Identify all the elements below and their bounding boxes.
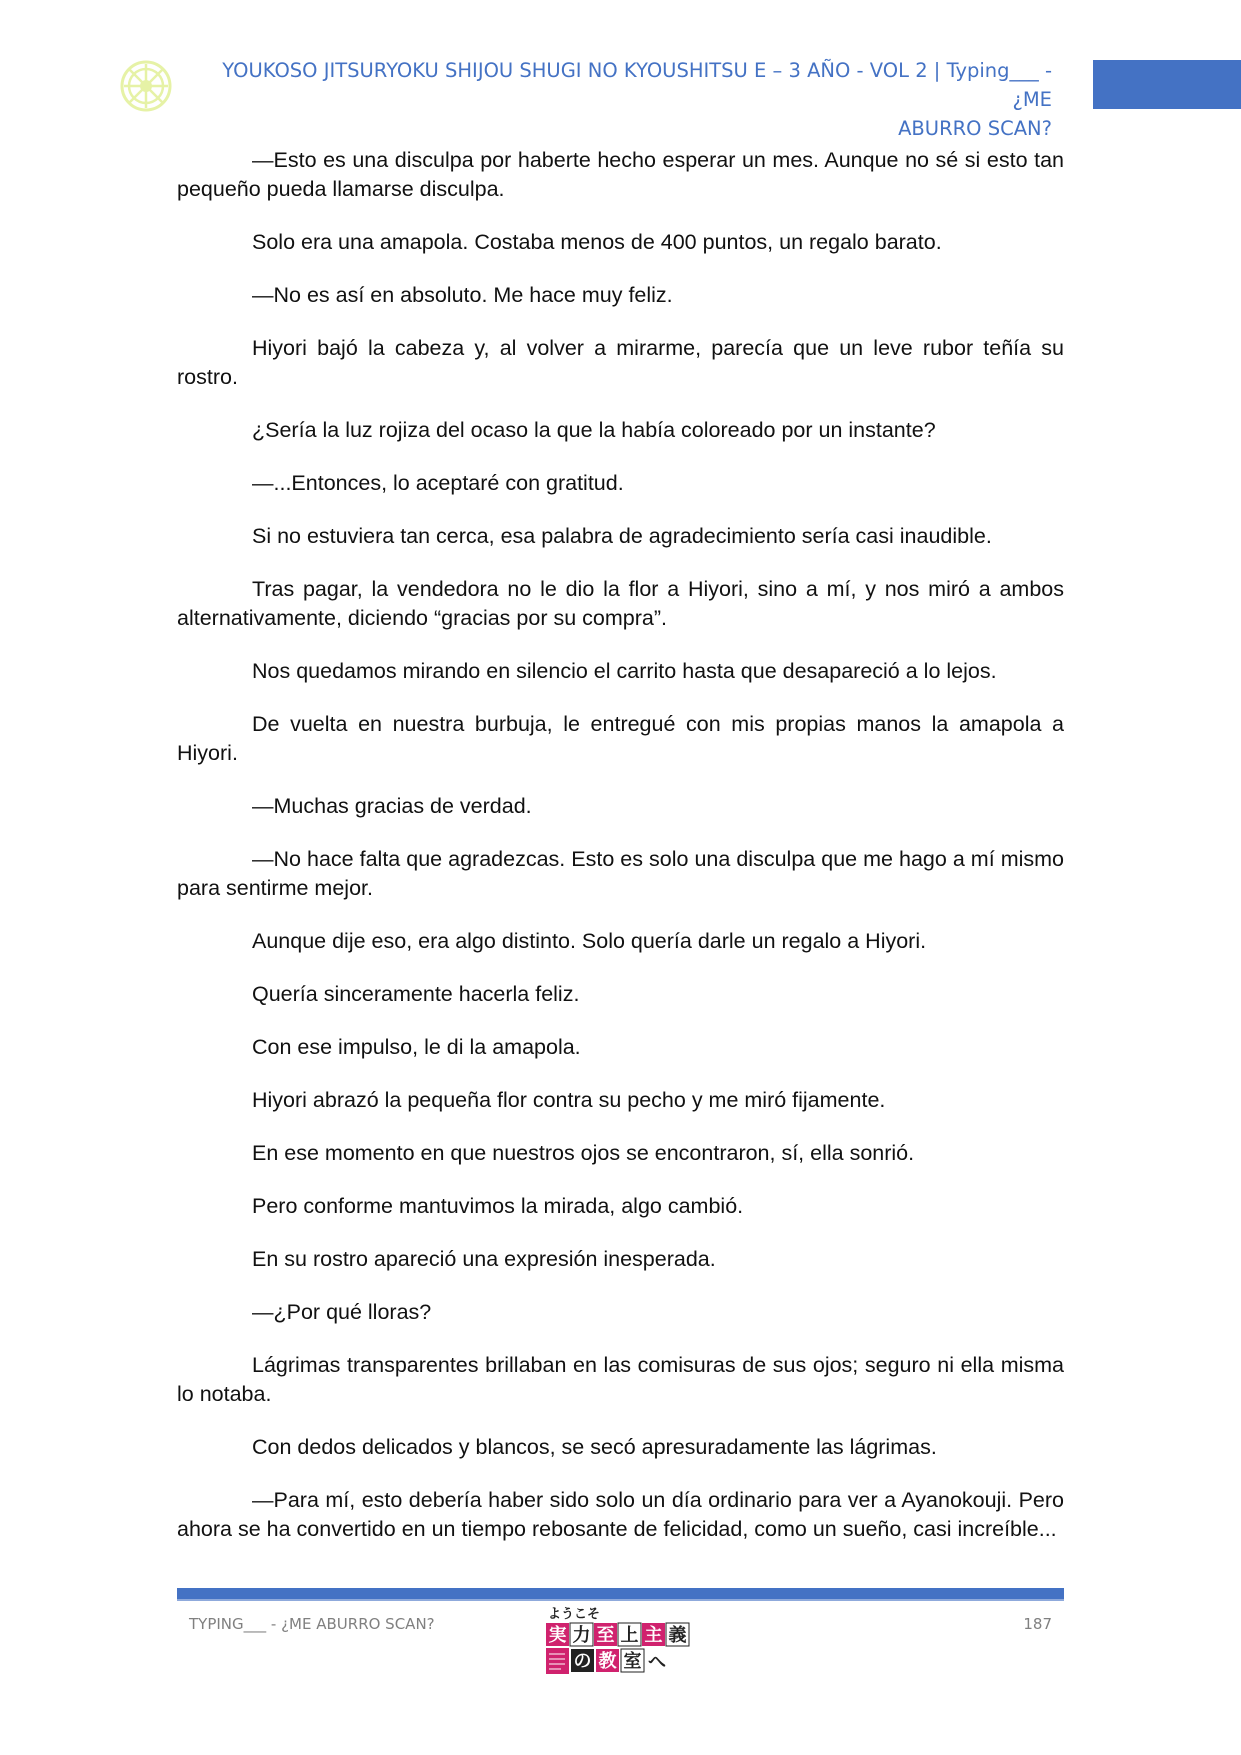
page-number: 187 (1023, 1615, 1052, 1633)
series-title-logo (545, 1604, 695, 1676)
paragraph: —Esto es una disculpa por haberte hecho esperar un mes. Aunque no sé si esto tan pequeño pueda llamarse disculpa. (177, 148, 1064, 201)
paragraph: Pero conforme mantuvimos la mirada, algo cambió. (252, 1194, 744, 1218)
paragraph: Con ese impulso, le di la amapola. (252, 1035, 581, 1059)
paragraph: Solo era una amapola. Costaba menos de 400 puntos, un regalo barato. (252, 230, 942, 254)
header-accent-bar (1093, 60, 1241, 109)
paragraph: Hiyori abrazó la pequeña flor contra su pecho y me miró fijamente. (252, 1088, 886, 1112)
paragraph: Si no estuviera tan cerca, esa palabra de agradecimiento sería casi inaudible. (252, 524, 992, 548)
paragraph: —No hace falta que agradezcas. Esto es solo una disculpa que me hago a mí mismo para sentirme mejor. (177, 847, 1064, 900)
logo-title-char: 主 (644, 1625, 663, 1646)
logo-title-char: 義 (668, 1625, 687, 1646)
running-header-title (190, 56, 1052, 143)
logo-title-char: 力 (572, 1625, 591, 1646)
logo-title-char: 上 (620, 1625, 639, 1646)
running-header-line-1: YOUKOSO JITSURYOKU SHIJOU SHUGI NO KYOUSHITSU E – 3 AÑO - VOL 2 | Typing___ - ¿ME (222, 59, 1052, 111)
paragraph: Nos quedamos mirando en silencio el carrito hasta que desapareció a lo lejos. (252, 659, 997, 683)
logo-youkoso: ようこそ (548, 1607, 601, 1622)
logo-title-char: 実 (548, 1625, 567, 1646)
paragraph: Aunque dije eso, era algo distinto. Solo quería darle un regalo a Hiyori. (252, 929, 927, 953)
logo-no: の (573, 1651, 592, 1672)
page-body (177, 146, 1064, 1568)
paragraph: —Muchas gracias de verdad. (252, 794, 532, 818)
paragraph: Hiyori bajó la cabeza y, al volver a mirarme, parecía que un leve rubor teñía su rostro. (177, 336, 1064, 389)
logo-he: へ (648, 1652, 666, 1673)
paragraph: —Para mí, esto debería haber sido solo un día ordinario para ver a Ayanokouji. Pero ahora se ha convertido en un tiempo rebosante de felicidad, como un sueño, casi increíble... (177, 1488, 1064, 1541)
running-header-line-2: ABURRO SCAN? (898, 117, 1052, 140)
paragraph: Quería sinceramente hacerla feliz. (252, 982, 580, 1006)
paragraph: Tras pagar, la vendedora no le dio la flor a Hiyori, sino a mí, y nos miró a ambos alternativamente, diciendo “gracias por su compra”. (177, 577, 1064, 630)
crest-emblem-icon (120, 60, 172, 112)
paragraph: —No es así en absoluto. Me hace muy feliz. (252, 283, 673, 307)
paragraph: Lágrimas transparentes brillaban en las comisuras de sus ojos; seguro ni ella misma lo notaba. (177, 1353, 1064, 1406)
paragraph: ¿Sería la luz rojiza del ocaso la que la había coloreado por un instante? (252, 418, 936, 442)
logo-shitsu: 室 (623, 1651, 642, 1672)
paragraph: De vuelta en nuestra burbuja, le entregué con mis propias manos la amapola a Hiyori. (177, 712, 1064, 765)
paragraph: —¿Por qué lloras? (252, 1300, 432, 1324)
paragraph: —...Entonces, lo aceptaré con gratitud. (252, 471, 624, 495)
footer-rule (177, 1588, 1064, 1599)
logo-small-print-block (546, 1648, 569, 1674)
paragraph: En su rostro apareció una expresión inesperada. (252, 1247, 716, 1271)
footer-credit: TYPING___ - ¿ME ABURRO SCAN? (189, 1615, 435, 1633)
logo-kyou: 教 (598, 1651, 617, 1672)
paragraph: En ese momento en que nuestros ojos se encontraron, sí, ella sonrió. (252, 1141, 915, 1165)
logo-title-char: 至 (596, 1625, 615, 1646)
paragraph: Con dedos delicados y blancos, se secó apresuradamente las lágrimas. (252, 1435, 937, 1459)
